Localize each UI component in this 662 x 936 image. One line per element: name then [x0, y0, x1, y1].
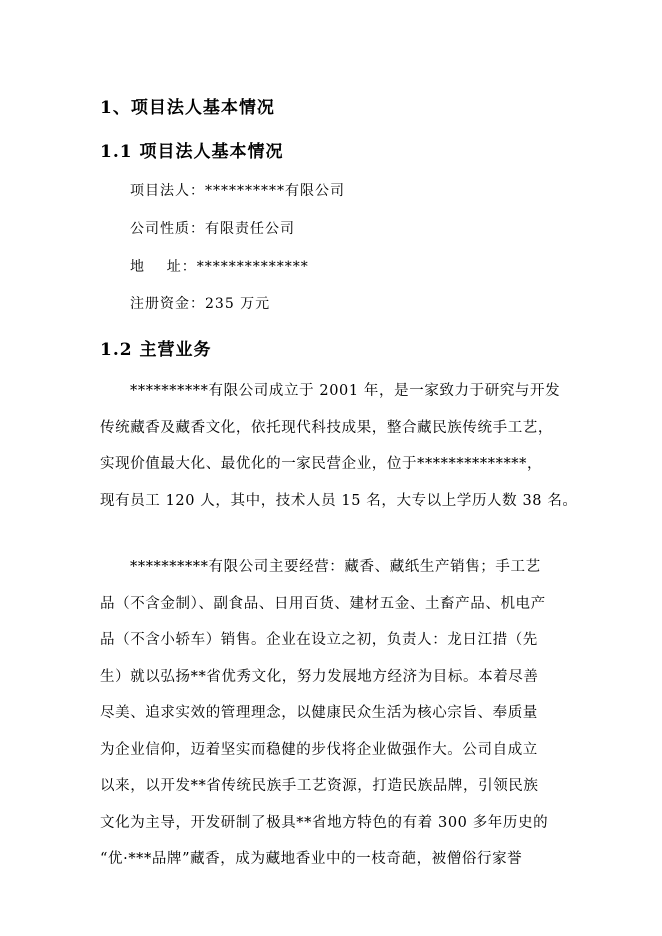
info-company-type: 公司性质：有限责任公司 — [130, 221, 295, 237]
paragraph-line: **********有限公司主要经营：藏香、藏纸生产销售；手工艺 — [130, 559, 541, 575]
section-1-2-heading: 1.2 主营业务 — [100, 340, 212, 360]
paragraph-line: 现有员工 120 人，其中，技术人员 15 名，大专以上学历人数 38 名。 — [100, 492, 578, 509]
paragraph-line: 尽美、追求实效的管理理念，以健康民众生活为核心宗旨、奉质量 — [100, 705, 538, 721]
paragraph-line: 品（不含金制）、副食品、日用百货、建材五金、土畜产品、机电产 — [100, 595, 546, 612]
paragraph-line: 以来，以开发**省传统民族手工艺资源，打造民族品牌，引领民族 — [100, 778, 539, 794]
paragraph-line: 实现价值最大化、最优化的一家民营企业，位于**************， — [100, 456, 543, 472]
paragraph-line: **********有限公司成立于 2001 年，是一家致力于研究与开发 — [130, 383, 561, 399]
paragraph-line: 传统藏香及藏香文化，依托现代科技成果，整合藏民族传统手工艺， — [100, 419, 553, 436]
paragraph-line: 生）就以弘扬**省优秀文化，努力发展地方经济为目标。本着尽善 — [100, 668, 539, 685]
section-1-heading: 1、项目法人基本情况 — [100, 98, 275, 118]
paragraph-line: “优·***品牌”藏香，成为藏地香业中的一枝奇葩，被僧俗行家誉 — [100, 851, 523, 867]
paragraph-business-scope — [100, 549, 560, 878]
info-registered-capital: 注册资金：235 万元 — [130, 296, 271, 312]
info-legal-person: 项目法人：**********有限公司 — [130, 183, 345, 199]
paragraph-company-intro — [100, 373, 578, 519]
paragraph-line: 品（不含小轿车）销售。企业在设立之初，负责人：龙日江措（先 — [100, 632, 538, 648]
paragraph-line: 文化为主导，开发研制了极具**省地方特色的有着 300 多年历史的 — [100, 814, 549, 831]
info-address: 地 址：************** — [130, 259, 309, 275]
paragraph-line: 为企业信仰，迈着坚实而稳健的步伐将企业做强作大。公司自成立 — [100, 741, 538, 758]
section-1-1-heading: 1.1 项目法人基本情况 — [100, 142, 284, 162]
